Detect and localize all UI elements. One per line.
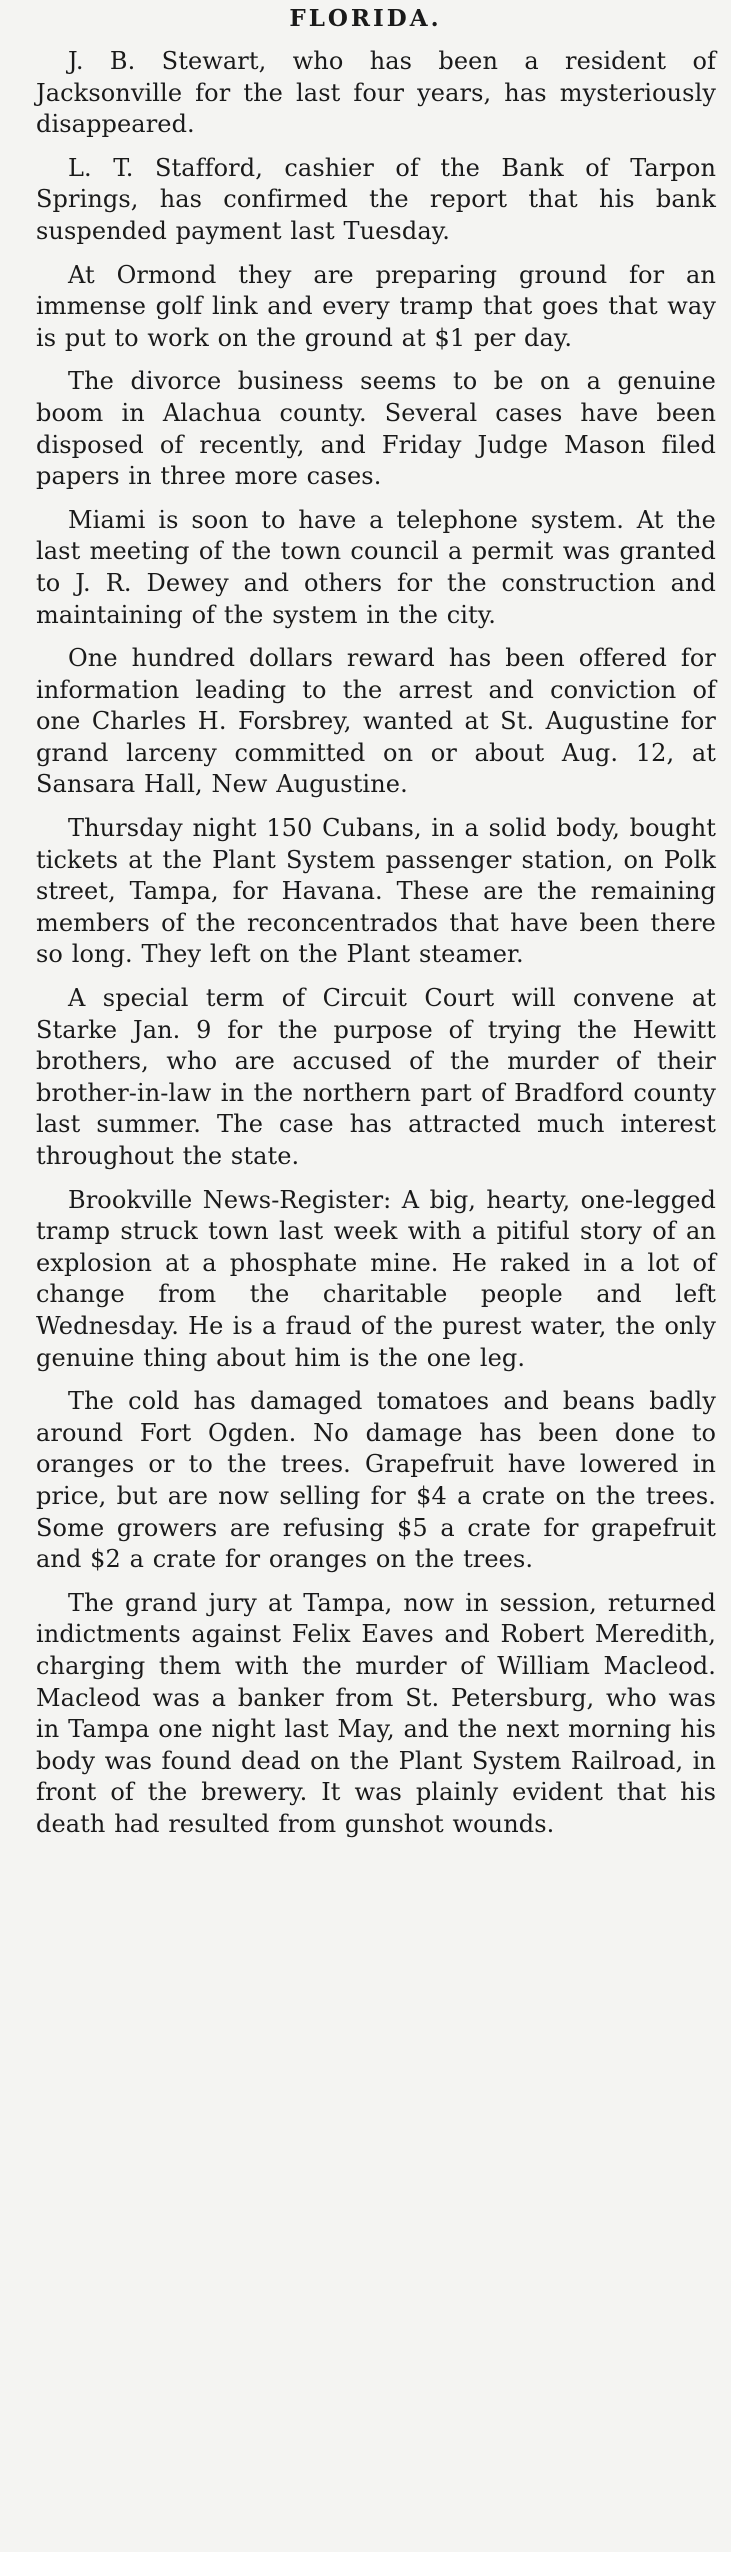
- news-item-divorce: The divorce business seems to be on a genuine boom in Alachua county. Several cases have been disposed of recently, and Friday Judge Mason filed papers in three more cases.: [36, 367, 716, 491]
- news-item-reward: One hundred dollars reward has been offered for information leading to the arrest and conviction of one Charles H. Forsbrey, wanted at St. Augustine for grand larceny committed on or about Aug. 12, at Sansara Hall, New Augustine.: [36, 644, 716, 799]
- news-item-ormond: At Ormond they are preparing ground for an immense golf link and every tramp that goes that way is put to work on the ground at $1 per day.: [36, 260, 716, 352]
- section-headline: FLORIDA.: [289, 5, 442, 32]
- news-item-cold: The cold has damaged tomatoes and beans badly around Fort Ogden. No damage has been done to oranges or to the trees. Grapefruit have lowered in price, but are now selling for $4 a crate on the trees. Some growers are refusing $5 a crate for grapefruit and $2 a crate for oranges on the trees.: [36, 1387, 716, 1574]
- news-item-stafford: L. T. Stafford, cashier of the Bank of Tarpon Springs, has confirmed the report that his bank suspended payment last Tuesday.: [36, 153, 716, 245]
- news-item-grand-jury: The grand jury at Tampa, now in session, returned indictments against Felix Eaves and Robert Meredith, charging them with the murder of William Macleod. Macleod was a banker from St. Petersburg, who was in Tampa one night last May, and the next morning his body was found dead on the Plant System Railroad, in front of the brewery. It was plainly evident that his death had resulted from gunshot wounds.: [36, 1588, 716, 1838]
- news-item-cubans: Thursday night 150 Cubans, in a solid body, bought tickets at the Plant System passenger station, on Polk street, Tampa, for Havana. These are the remaining members of the reconcentrados that have been there so long. They left on the Plant steamer.: [36, 814, 716, 969]
- news-item-stewart: J. B. Stewart, who has been a resident of Jacksonville for the last four years, has mysteriously disappeared.: [36, 47, 716, 139]
- news-item-circuit-court: A special term of Circuit Court will convene at Starke Jan. 9 for the purpose of trying the Hewitt brothers, who are accused of the murder of their brother-in-law in the northern part of Bradford county last summer. The case has attracted much interest throughout the state.: [36, 984, 716, 1170]
- news-item-tramp: Brookville News-Register: A big, hearty, one-legged tramp struck town last week with a pitiful story of an explosion at a phosphate mine. He raked in a lot of change from the charitable people and left Wednesday. He is a fraud of the purest water, the only genuine thing about him is the one leg.: [36, 1185, 716, 1372]
- news-item-miami: Miami is soon to have a telephone system. At the last meeting of the town council a permit was granted to J. R. Dewey and others for the construction and maintaining of the system in the city.: [36, 505, 716, 629]
- article-column: [36, 46, 716, 1852]
